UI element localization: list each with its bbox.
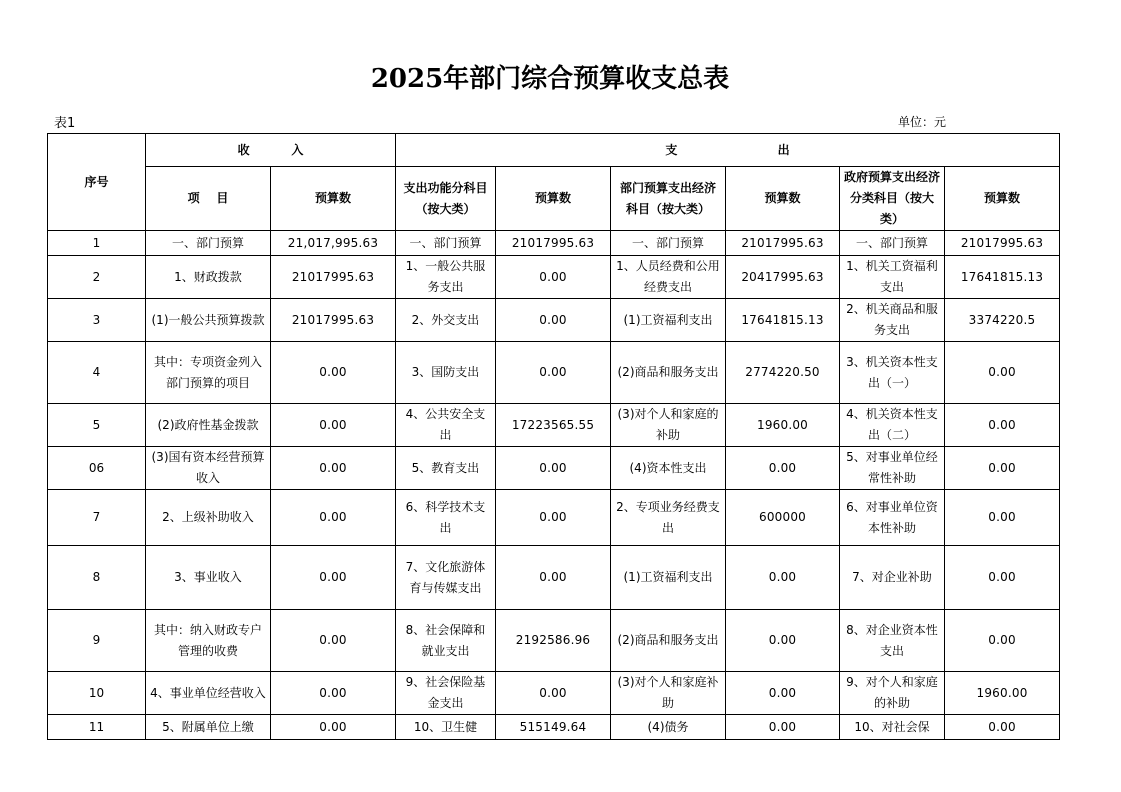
- dept-econ-header: 部门预算支出经济科目（按大类）: [611, 167, 726, 231]
- func-amount-cell: 0.00: [496, 672, 611, 715]
- gov-cell: 10、对社会保: [840, 715, 945, 740]
- func-amount-cell: 2192586.96: [496, 610, 611, 672]
- gov-cell: 9、对个人和家庭的补助: [840, 672, 945, 715]
- dept-amount-cell: 17641815.13: [726, 299, 840, 342]
- func-cell: 9、社会保险基金支出: [396, 672, 496, 715]
- dept-amount-cell: 0.00: [726, 447, 840, 490]
- item-cell: 其中：专项资金列入部门预算的项目: [146, 342, 271, 404]
- func-amount-cell: 0.00: [496, 256, 611, 299]
- func-amount-cell: 0.00: [496, 342, 611, 404]
- income-amount-cell: 0.00: [271, 715, 396, 740]
- gov-cell: 3、机关资本性支出（一）: [840, 342, 945, 404]
- func-cell: 7、文化旅游体育与传媒支出: [396, 546, 496, 610]
- table-row: [48, 256, 1060, 299]
- budget-header-func: 预算数: [496, 167, 611, 231]
- table-row: [48, 447, 1060, 490]
- income-amount-cell: 21017995.63: [271, 299, 396, 342]
- seq-cell: 7: [48, 490, 146, 546]
- gov-cell: 5、对事业单位经常性补助: [840, 447, 945, 490]
- dept-amount-cell: 0.00: [726, 715, 840, 740]
- dept-cell: (4)债务: [611, 715, 726, 740]
- func-class-header: 支出功能分科目（按大类）: [396, 167, 496, 231]
- dept-amount-cell: 21017995.63: [726, 231, 840, 256]
- gov-amount-cell: 0.00: [945, 610, 1060, 672]
- income-amount-cell: 0.00: [271, 447, 396, 490]
- func-cell: 一、部门预算: [396, 231, 496, 256]
- header-row-1: [48, 134, 1060, 167]
- func-cell: 8、社会保障和就业支出: [396, 610, 496, 672]
- dept-amount-cell: 2774220.50: [726, 342, 840, 404]
- seq-cell: 9: [48, 610, 146, 672]
- dept-amount-cell: 600000: [726, 490, 840, 546]
- income-amount-cell: 0.00: [271, 672, 396, 715]
- seq-cell: 2: [48, 256, 146, 299]
- dept-cell: (1)工资福利支出: [611, 546, 726, 610]
- dept-amount-cell: 20417995.63: [726, 256, 840, 299]
- table-row: [48, 546, 1060, 610]
- seq-cell: 1: [48, 231, 146, 256]
- income-amount-cell: 21017995.63: [271, 256, 396, 299]
- func-cell: 1、一般公共服务支出: [396, 256, 496, 299]
- item-cell: 一、部门预算: [146, 231, 271, 256]
- gov-amount-cell: 0.00: [945, 342, 1060, 404]
- gov-amount-cell: 0.00: [945, 546, 1060, 610]
- unit-label: 单位：元: [898, 115, 947, 129]
- budget-header-dept: 预算数: [726, 167, 840, 231]
- dept-cell: (1)工资福利支出: [611, 299, 726, 342]
- seq-cell: 10: [48, 672, 146, 715]
- gov-amount-cell: 21017995.63: [945, 231, 1060, 256]
- dept-cell: 一、部门预算: [611, 231, 726, 256]
- dept-cell: (3)对个人和家庭的补助: [611, 404, 726, 447]
- dept-amount-cell: 0.00: [726, 610, 840, 672]
- dept-cell: 1、人员经费和公用经费支出: [611, 256, 726, 299]
- item-header: 项 目: [146, 167, 271, 231]
- dept-cell: 2、专项业务经费支出: [611, 490, 726, 546]
- gov-amount-cell: 0.00: [945, 715, 1060, 740]
- table-row: [48, 231, 1060, 256]
- gov-amount-cell: 1960.00: [945, 672, 1060, 715]
- dept-amount-cell: 0.00: [726, 672, 840, 715]
- gov-amount-cell: 17641815.13: [945, 256, 1060, 299]
- table-row: [48, 342, 1060, 404]
- page-title: 2025年部门综合预算收支总表: [370, 64, 730, 94]
- func-cell: 2、外交支出: [396, 299, 496, 342]
- func-amount-cell: 0.00: [496, 546, 611, 610]
- table-row: [48, 490, 1060, 546]
- header-row-2: [48, 167, 1060, 231]
- seq-cell: 4: [48, 342, 146, 404]
- item-cell: (2)政府性基金拨款: [146, 404, 271, 447]
- expense-header: 支 出: [396, 134, 1060, 167]
- gov-cell: 一、部门预算: [840, 231, 945, 256]
- func-amount-cell: 21017995.63: [496, 231, 611, 256]
- func-cell: 10、卫生健: [396, 715, 496, 740]
- income-header: 收 入: [146, 134, 396, 167]
- income-amount-cell: 0.00: [271, 610, 396, 672]
- table-row: [48, 404, 1060, 447]
- income-amount-cell: 0.00: [271, 404, 396, 447]
- func-cell: 3、国防支出: [396, 342, 496, 404]
- func-cell: 4、公共安全支出: [396, 404, 496, 447]
- gov-amount-cell: 3374220.5: [945, 299, 1060, 342]
- table-row: [48, 299, 1060, 342]
- gov-cell: 2、机关商品和服务支出: [840, 299, 945, 342]
- table-row: [48, 610, 1060, 672]
- gov-amount-cell: 0.00: [945, 447, 1060, 490]
- income-amount-cell: 21,017,995.63: [271, 231, 396, 256]
- budget-header-income: 预算数: [271, 167, 396, 231]
- func-amount-cell: 0.00: [496, 447, 611, 490]
- gov-cell: 6、对事业单位资本性补助: [840, 490, 945, 546]
- dept-cell: (2)商品和服务支出: [611, 610, 726, 672]
- gov-econ-header: 政府预算支出经济分类科目（按大类）: [840, 167, 945, 231]
- income-amount-cell: 0.00: [271, 342, 396, 404]
- seq-cell: 3: [48, 299, 146, 342]
- seq-header: 序号: [48, 134, 146, 231]
- func-amount-cell: 17223565.55: [496, 404, 611, 447]
- seq-cell: 11: [48, 715, 146, 740]
- item-cell: 4、事业单位经营收入: [146, 672, 271, 715]
- item-cell: 2、上级补助收入: [146, 490, 271, 546]
- gov-amount-cell: 0.00: [945, 490, 1060, 546]
- dept-amount-cell: 1960.00: [726, 404, 840, 447]
- gov-cell: 4、机关资本性支出（二）: [840, 404, 945, 447]
- item-cell: 其中：纳入财政专户管理的收费: [146, 610, 271, 672]
- item-cell: 3、事业收入: [146, 546, 271, 610]
- dept-cell: (4)资本性支出: [611, 447, 726, 490]
- func-cell: 6、科学技术支出: [396, 490, 496, 546]
- income-amount-cell: 0.00: [271, 490, 396, 546]
- dept-cell: (2)商品和服务支出: [611, 342, 726, 404]
- func-amount-cell: 515149.64: [496, 715, 611, 740]
- item-cell: 1、财政拨款: [146, 256, 271, 299]
- seq-cell: 8: [48, 546, 146, 610]
- gov-cell: 7、对企业补助: [840, 546, 945, 610]
- func-amount-cell: 0.00: [496, 299, 611, 342]
- income-amount-cell: 0.00: [271, 546, 396, 610]
- gov-cell: 1、机关工资福利支出: [840, 256, 945, 299]
- table-row: [48, 672, 1060, 715]
- table-number: 表1: [54, 116, 76, 131]
- item-cell: (3)国有资本经营预算收入: [146, 447, 271, 490]
- table-row: [48, 715, 1060, 740]
- gov-amount-cell: 0.00: [945, 404, 1060, 447]
- dept-cell: (3)对个人和家庭补助: [611, 672, 726, 715]
- item-cell: 5、附属单位上缴: [146, 715, 271, 740]
- item-cell: (1)一般公共预算拨款: [146, 299, 271, 342]
- seq-cell: 5: [48, 404, 146, 447]
- func-amount-cell: 0.00: [496, 490, 611, 546]
- func-cell: 5、教育支出: [396, 447, 496, 490]
- gov-cell: 8、对企业资本性支出: [840, 610, 945, 672]
- budget-header-gov: 预算数: [945, 167, 1060, 231]
- budget-summary-table: [47, 133, 1060, 740]
- seq-cell: 06: [48, 447, 146, 490]
- dept-amount-cell: 0.00: [726, 546, 840, 610]
